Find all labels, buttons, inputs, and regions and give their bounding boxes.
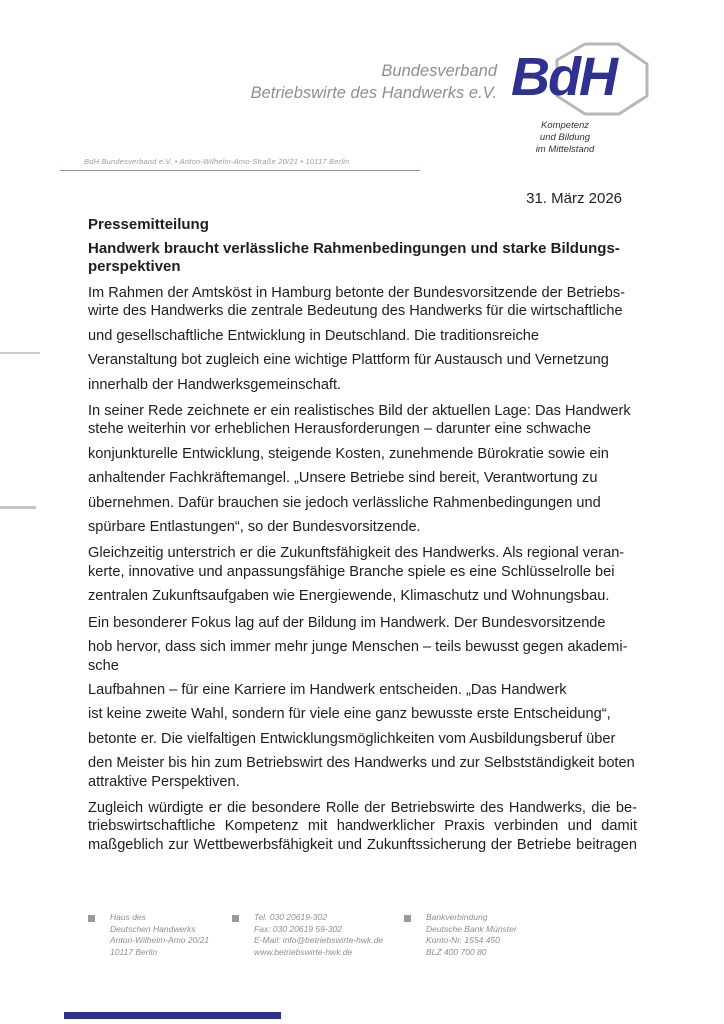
paragraph (88, 285, 640, 394)
headline (88, 240, 640, 276)
footer-line: E-Mail: info@betriebswirte-hwk.de (254, 935, 384, 945)
paragraph (88, 800, 640, 854)
date: 31. März 2026 (526, 190, 622, 207)
text-line: übernehmen. Dafür brauchen sie jedoch verlässliche Rahmenbedingungen und (88, 494, 601, 511)
footer-line: Fax: 030 20619 59-302 (254, 923, 342, 934)
text-line: Gleichzeitig unterstrich er die Zukunftsfähigkeit des Handwerks. Als regional veran- (88, 545, 625, 562)
org-name-line1: Bundesverband (381, 62, 497, 80)
paragraph (88, 545, 640, 605)
text-line: sche (88, 657, 119, 674)
brand-bottom-bar (64, 1012, 281, 1019)
square-bullet-icon (232, 915, 239, 922)
footer-line: Tel. 030 20619-302 (254, 912, 327, 922)
text-line: maßgeblich zur Wettbewerbsfähigkeit und Zukunftssicherung der Betriebe beitragen (88, 836, 637, 853)
sender-rule (60, 170, 420, 171)
footer-line: 10117 Berlin (110, 946, 158, 957)
text-line: Ein besonderer Fokus lag auf der Bildung im Handwerk. Der Bundesvorsitzende (88, 614, 606, 631)
footer-line: BLZ 400 700 80 (426, 946, 487, 957)
text-line: hob hervor, dass sich immer mehr junge Menschen – teils bewusst gegen akademi- (88, 639, 628, 656)
footer-column-text (254, 912, 383, 958)
text-line: konjunkturelle Entwicklung, steigende Kosten, zunehmende Bürokratie sowie ein (88, 445, 609, 462)
text-line: zentralen Zukunftsaufgaben wie Energiewende, Klimaschutz und Wohnungsbau. (88, 588, 610, 605)
text-line: attraktive Perspektiven. (88, 773, 240, 790)
footer-column (232, 912, 383, 958)
text-line: innerhalb der Handwerksgemeinschaft. (88, 376, 342, 393)
text-line: den Meister bis hin zum Betriebswirt des Handwerks und zur Selbstständigkeit boten (88, 755, 635, 772)
text-line: Veranstaltung bot zugleich eine wichtige Plattform für Austausch und Vernetzung (88, 352, 609, 369)
square-bullet-icon (88, 915, 95, 922)
text-line: und gesellschaftliche Entwicklung in Deutschland. Die traditionsreiche (88, 327, 540, 344)
paragraph (88, 403, 640, 536)
footer-line: Anton-Wilhelm-Amo 20/21 (110, 935, 210, 945)
footer-line: Haus des (110, 912, 146, 922)
letter-body (88, 190, 640, 854)
headline-line2: perspektiven (88, 258, 181, 275)
footer-line: Deutsche Bank Münster (426, 923, 517, 934)
tagline-line2: und Bildung (539, 132, 591, 143)
tagline-line3: im Mittelstand (535, 144, 595, 155)
tagline-line1: Kompetenz (540, 120, 590, 131)
fold-mark-top (0, 352, 40, 354)
text-line: anhaltender Fachkräftemangel. „Unsere Betriebe sind bereit, Verantwortung zu (88, 470, 598, 487)
text-line: wirte des Handwerks die zentrale Bedeutung des Handwerks für die wirtschaftliche (88, 303, 623, 320)
text-line: stehe weiterhin vor erheblichen Herausforderungen – darunter eine schwache (88, 421, 591, 438)
bdh-logo-text: BdH (511, 47, 616, 107)
logo-tagline (517, 120, 613, 156)
text-line: Im Rahmen der Amtsköst in Hamburg betonte der Bundesvorsitzende der Betriebs- (88, 285, 625, 301)
org-name-line2: Betriebswirte des Handwerks e.V. (250, 84, 497, 102)
footer-line: www.betriebswirte-hwk.de (254, 946, 353, 957)
footer-column-text (110, 912, 209, 958)
text-line: spürbare Entlastungen“, so der Bundesvorsitzende. (88, 519, 421, 536)
headline-line1: Handwerk braucht verlässliche Rahmenbedingungen und starke Bildungs- (88, 240, 620, 257)
body-paragraphs (88, 285, 640, 854)
square-bullet-icon (404, 915, 411, 922)
text-line: kerte, innovative und anpassungsfähige Branche spiele es eine Schlüsselrolle bei (88, 563, 615, 580)
fold-mark-bottom (0, 506, 36, 509)
text-line: Laufbahnen – für eine Karriere im Handwerk entscheiden. „Das Handwerk (88, 681, 567, 698)
footer-line: Bankverbindung (426, 912, 488, 922)
text-line: In seiner Rede zeichnete er ein realistisches Bild der aktuellen Lage: Das Handwerk (88, 403, 631, 420)
paragraph (88, 615, 640, 791)
footer-line: Deutschen Handwerks (110, 923, 196, 934)
footer-line: Konto-Nr. 1554 450 (426, 935, 500, 945)
text-line: ist keine zweite Wahl, sondern für viele eine ganz bewusste erste Entscheidung“, (88, 706, 611, 723)
text-line: betonte er. Die vielfaltigen Entwicklungsmöglichkeiten vom Ausbildungsberuf über (88, 730, 616, 747)
sender-address-line: BdH Bundesverband e.V. • Anton-Wilhelm-Amo-Straße 20/21 • 10117 Berlin (84, 157, 350, 166)
footer-column-text (426, 912, 517, 958)
text-line: triebswirtschaftliche Kompetenz mit handwerklicher Praxis verbinden und damit (88, 818, 637, 835)
kicker-pressemitteilung: Pressemitteilung (88, 216, 209, 233)
org-name (251, 60, 497, 104)
text-line: Zugleich würdigte er die besondere Rolle der Betriebswirte des Handwerks, die be- (88, 799, 637, 816)
footer-column (404, 912, 517, 958)
footer-column (88, 912, 209, 958)
footer (0, 912, 724, 982)
bdh-logo (505, 38, 665, 163)
